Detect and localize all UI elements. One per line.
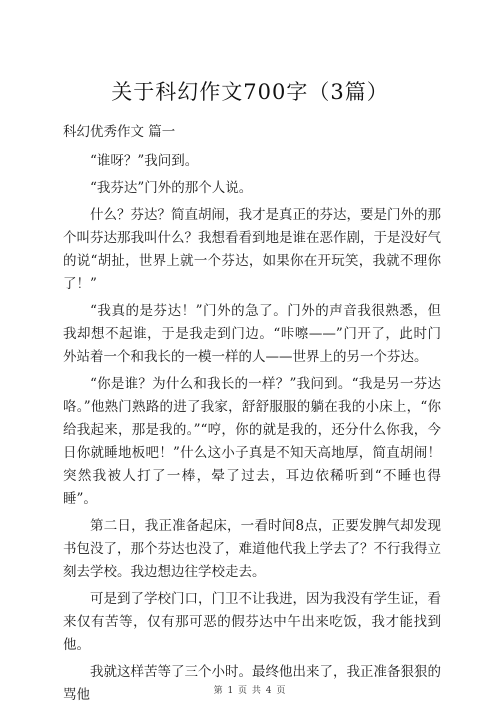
- paragraph: “我真的是芬达！”门外的急了。门外的声音我很熟悉，但我却想不起谁，于是我走到门边。“咔嚓——”门开了，此时门外站着一个和我长的一模一样的人——世界上的另一个芬达。: [63, 303, 441, 365]
- paragraph: 什么？芬达？简直胡闹，我才是真正的芬达，要是门外的那个叫芬达那我叫什么？我想看看到地是谁在恶作剧，于是没好气的说“胡扯，世界上就一个芬达，如果你在开玩笑，我就不理你了！”: [63, 207, 441, 292]
- section-heading: 科幻优秀作文 篇一: [63, 124, 176, 140]
- document-title: 关于科幻作文700字（3篇）: [111, 80, 389, 104]
- paragraph: “你是谁？为什么和我长的一样？”我问到。“我是另一芬达咯。”他熟门熟路的进了我家，舒舒服服的躺在我的小床上，“你给我起来，那是我的。”“哼，你的就是我的，还分什么你我，今日你就睡地板吧！”什么这小子真是不知天高地厚，简直胡闹！突然我被人打了一棒，晕了过去，耳边依稀听到“不睡也得睡”。: [63, 376, 441, 507]
- page-footer: 第 1 页 共 4 页: [213, 686, 287, 696]
- document-body: [63, 122, 441, 711]
- paragraph: “谁呀？”我问到。: [90, 153, 199, 169]
- paragraph: “我芬达”门外的那个人说。: [90, 180, 253, 196]
- paragraph: 我就这样苦等了三个小时。最终他出来了，我正准备狠狠的骂他: [63, 664, 441, 703]
- paragraph: 第二日，我正准备起床，一看时间8点，正要发脾气却发现书包没了，那个芬达也没了，难道他代我上学去了？不行我得立刻去学校。我边想边往学校走去。: [63, 518, 441, 580]
- paragraph: 可是到了学校门口，门卫不让我进，因为我没有学生证，看来仅有苦等，仅有那可恶的假芬达中午出来吃饭，我才能找到他。: [63, 591, 441, 653]
